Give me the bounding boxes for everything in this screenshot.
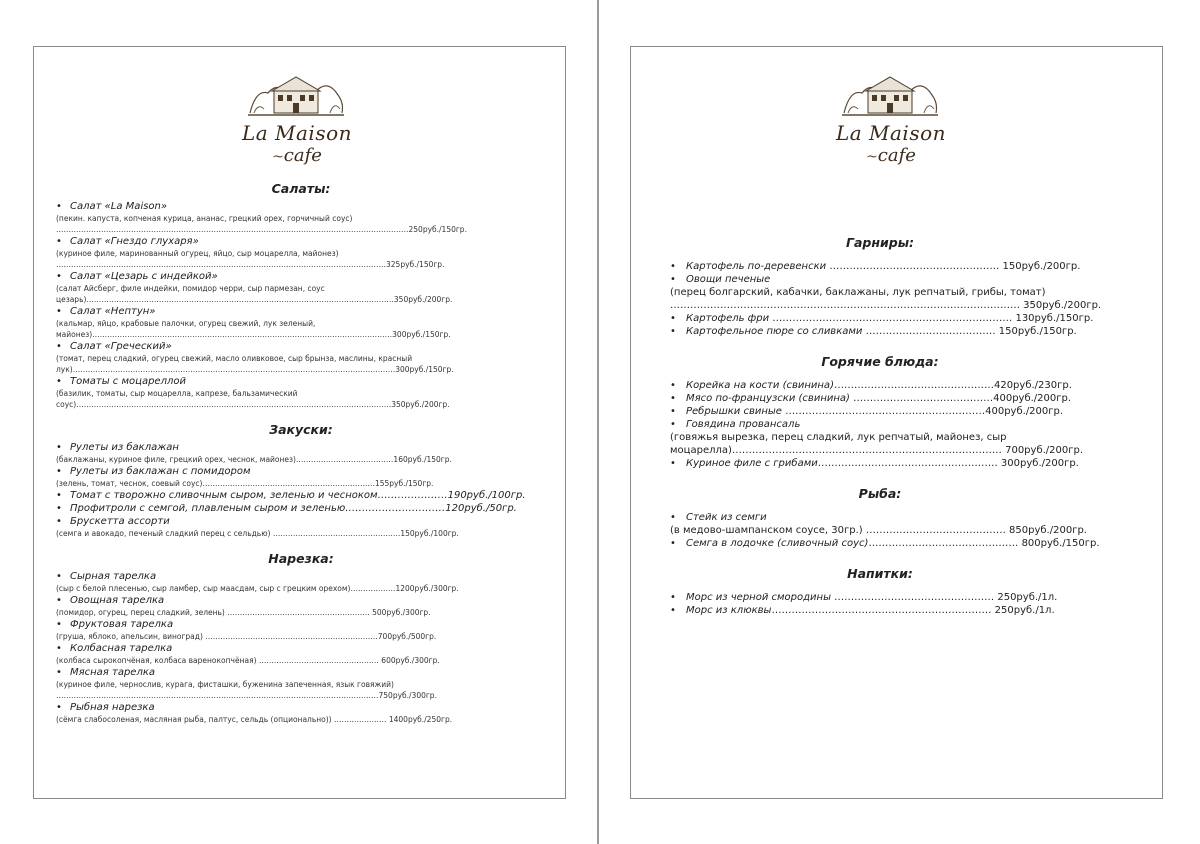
menu-item-name [56,375,546,388]
item-name-text: Мясо по-французски (свинина) [686,393,850,404]
menu-section [56,422,546,539]
item-name-text: Овощная тарелка [70,595,165,606]
house-illustration-icon [840,69,940,119]
menu-item-name [56,270,546,283]
item-name-text: Рулеты из баклажан с помидором [70,466,251,477]
bullet-icon: • [56,490,62,501]
section-title: Напитки: [847,566,913,581]
item-name-text: Салат «Гнездо глухаря» [70,236,199,247]
bullet-icon: • [670,313,676,324]
menu-item-price: ……………………………………………………………………………………………………………………325руб./150гр. [56,260,445,269]
menu-item-row [670,457,1090,470]
flourish-icon: ~ [866,149,878,165]
section-title: Закуски: [269,422,333,437]
menu-item-description: (семга и авокадо, печеный сладкий перец с сельдью) ……………………………………………150руб./100гр. [56,529,459,538]
item-name-text: Картофель фри [686,313,770,324]
menu-item-name [56,441,546,454]
item-name-text: Салат «Нептун» [70,306,156,317]
menu-item-price: цезарь)……………………………………………………………………………………………………………350руб./200гр. [56,295,453,304]
menu-item-row [670,260,1090,273]
menu-item-row [670,537,1100,550]
item-name-text: Салат «La Maison» [70,201,168,212]
menu-item-description: (зелень, томат, чеснок, соевый соус)……………………………………………………………155руб./150гр. [56,479,434,488]
menu-item-row [670,591,1090,604]
bullet-icon: • [670,380,676,391]
bullet-icon: • [670,406,676,417]
item-name-text: Говядина провансаль [686,419,801,430]
left-menu-content [56,179,546,725]
menu-section [670,235,1102,338]
item-name-text: Морс из клюквы [686,605,772,616]
bullet-icon: • [56,619,62,630]
bullet-icon: • [56,236,62,247]
brand-sub-text: cafe [283,145,322,166]
menu-item-description: (куриное филе, чернослив, курага, фисташки, буженина запеченная, язык говяжий) [56,680,394,689]
item-name-text: Фруктовая тарелка [70,619,174,630]
menu-item-price: ………………………………… 150руб./150гр. [862,326,1077,337]
menu-item-price: ……………………………………………………………………………………………………………………………250руб./150гр. [56,225,467,234]
bullet-icon: • [56,341,62,352]
menu-item-description: (томат, перец сладкий, огурец свежий, масло оливковое, сыр брынза, маслины, красный [56,354,413,363]
menu-item-row [670,405,1090,418]
item-name-text: Колбасная тарелка [70,643,173,654]
bullet-icon: • [670,592,676,603]
menu-item-description: (колбаса сырокопчёная, колбаса варенокопчёная) ………………………………………… 600руб./300гр. [56,656,440,665]
right-menu-content [670,235,1102,617]
menu-item-description: (куриное филе, маринованный огурец, яйцо, сыр моцарелла, майонез) [56,249,339,258]
menu-frame [630,46,1163,799]
menu-item-description: (баклажаны, куриное филе, грецкий орех, чеснок, майонез)…………………………………160руб./150гр. [56,455,452,464]
section-title: Нарезка: [268,551,334,566]
menu-item-row [670,604,1090,617]
bullet-icon: • [670,393,676,404]
menu-item-name [56,200,546,213]
menu-item-name [56,701,546,714]
bullet-icon: • [56,571,62,582]
bullet-icon: • [670,326,676,337]
menu-item-price: ……………………………………… 800руб./150гр. [868,538,1100,549]
menu-item-price: …………………………………………………………………………………………………………………750руб./300гр. [56,691,437,700]
flourish-icon: ~ [272,149,284,165]
menu-item-price: ……………………………………………… 300руб./200гр. [817,458,1079,469]
brand-name: La Maison [835,121,947,145]
bullet-icon: • [56,702,62,713]
bullet-icon: • [56,376,62,387]
item-name-text: Мясная тарелка [70,667,156,678]
section-title: Гарниры: [846,235,914,250]
menu-item-price: …………………………………………420руб./230гр. [833,380,1072,391]
brand-logo [232,69,362,169]
bullet-icon: • [670,274,676,285]
menu-section [670,354,1090,470]
menu-item-description: (салат Айсберг, филе индейки, помидор черри, сыр пармезан, соус [56,284,325,293]
menu-item-price: майонез)…………………………………………………………………………………………………………300руб./150гр. [56,330,451,339]
item-name-text: Профитроли с семгой, плавленым сыром и зеленью…………………………120руб./50гр. [70,503,517,514]
menu-item-price: …………………………………………………………………………………………… 350руб./200гр. [670,300,1102,311]
bullet-icon: • [56,271,62,282]
item-name-text: Рыбная нарезка [70,702,155,713]
menu-item-name [56,570,546,583]
menu-item-row [670,392,1090,405]
menu-item-row [670,511,1090,524]
menu-item-description: (пекин. капуста, копченая курица, ананас, грецкий орех, горчичный соус) [56,214,353,223]
menu-item-price: ………………………………………… 250руб./1л. [830,592,1058,603]
menu-item-row [670,325,1090,338]
menu-item-name [56,465,546,478]
bullet-icon: • [56,643,62,654]
item-name-text: Картофель по-деревенски [686,261,827,272]
menu-section [56,181,546,410]
menu-item-name [56,642,546,655]
item-name-text: Сырная тарелка [70,571,157,582]
item-name-text: Морс из черной смородины [686,592,831,603]
menu-item-price: …………………………………………… 150руб./200гр. [826,261,1081,272]
item-name-text: Корейка на кости (свинина) [686,380,834,391]
menu-item-name [56,666,546,679]
menu-item-price: ……………………………………………………………… 130руб./150гр. [769,313,1094,324]
bullet-icon: • [670,512,676,523]
item-name-text: Стейк из семги [686,512,767,523]
menu-item-price: ……………………………………400руб./200гр. [849,393,1072,404]
menu-item-description: (перец болгарский, кабачки, баклажаны, лук репчатый, грибы, томат) [670,287,1046,298]
item-name-text: Ребрышки свиные [686,406,782,417]
menu-item-name [56,305,546,318]
section-title: Рыба: [858,486,902,501]
menu-item-row [670,418,1090,431]
brand-sub-text: cafe [877,145,916,166]
brand-logo [826,69,956,169]
bullet-icon: • [670,261,676,272]
item-name-text: Семга в лодочке (сливочный соус) [686,538,869,549]
bullet-icon: • [56,466,62,477]
bullet-icon: • [670,458,676,469]
item-name-text: Салат «Греческий» [70,341,172,352]
menu-page-right [598,0,1200,844]
menu-item-name [56,618,546,631]
item-name-text: Куриное филе с грибами [686,458,818,469]
bullet-icon: • [670,419,676,430]
menu-item-row [670,273,1090,286]
menu-item-name [56,489,546,502]
menu-item-description: (кальмар, яйцо, крабовые палочки, огурец свежий, лук зеленый, [56,319,316,328]
menu-section [670,566,1090,617]
item-name-text: Томаты с моцареллой [70,376,186,387]
bullet-icon: • [670,605,676,616]
menu-section [56,551,546,725]
menu-item-price: ………………………………………………………… 250руб./1л. [771,605,1055,616]
item-name-text: Салат «Цезарь с индейкой» [70,271,218,282]
brand-subtitle [826,145,956,166]
menu-item-description: (сыр с белой плесенью, сыр ламбер, сыр маасдам, сыр с грецким орехом)………………1200руб./300гр. [56,584,459,593]
menu-section [670,486,1100,550]
bullet-icon: • [56,667,62,678]
house-illustration-icon [246,69,346,119]
menu-item-price: моцарелла)……………………………………………………………………… 700руб./200гр. [670,445,1084,456]
bullet-icon: • [56,306,62,317]
item-name-text: Картофельное пюре со сливками [686,326,863,337]
brand-name: La Maison [241,121,353,145]
bullet-icon: • [56,516,62,527]
menu-item-price: ……………………………………………………400руб./200гр. [781,406,1064,417]
bullet-icon: • [56,442,62,453]
menu-item-description: (в медово-шампанском соусе, 30гр.) …………………………………… 850руб./200гр. [670,525,1087,536]
menu-page-left [0,0,598,844]
menu-item-name [56,340,546,353]
brand-subtitle [232,145,362,166]
item-name-text: Брускетта ассорти [70,516,170,527]
menu-item-description: (говяжья вырезка, перец сладкий, лук репчатый, майонез, сыр [670,432,1007,443]
menu-item-row [670,312,1094,325]
menu-item-description: (сёмга слабосоленая, масляная рыба, палтус, сельдь (опционально)) ………………… 1400руб./250гр. [56,715,453,724]
bullet-icon: • [56,201,62,212]
menu-item-price: соус)………………………………………………………………………………………………………………350руб./200гр. [56,400,450,409]
bullet-icon: • [670,538,676,549]
item-name-text: Овощи печеные [686,274,771,285]
bullet-icon: • [56,595,62,606]
menu-item-name [56,515,546,528]
item-name-text: Рулеты из баклажан [70,442,179,453]
section-title: Горячие блюда: [821,354,939,369]
menu-frame [33,46,566,799]
menu-item-description: (груша, яблоко, апельсин, виноград) ……………………………………………………………700руб./500гр. [56,632,437,641]
section-title: Салаты: [271,181,331,196]
menu-item-name [56,235,546,248]
item-name-text: Томат с творожно сливочным сыром, зеленью и чесноком…………………190руб./100гр. [70,490,526,501]
menu-item-description: (помидор, огурец, перец сладкий, зелень) ………………………………………………… 500руб./300гр. [56,608,431,617]
menu-item-name [56,502,546,515]
bullet-icon: • [56,503,62,514]
menu-item-description: (базилик, томаты, сыр моцарелла, капрезе, бальзамический [56,389,298,398]
menu-item-name [56,594,546,607]
menu-item-row [670,379,1090,392]
menu-item-price: лук)…………………………………………………………………………………………………………………300руб./150гр. [56,365,454,374]
